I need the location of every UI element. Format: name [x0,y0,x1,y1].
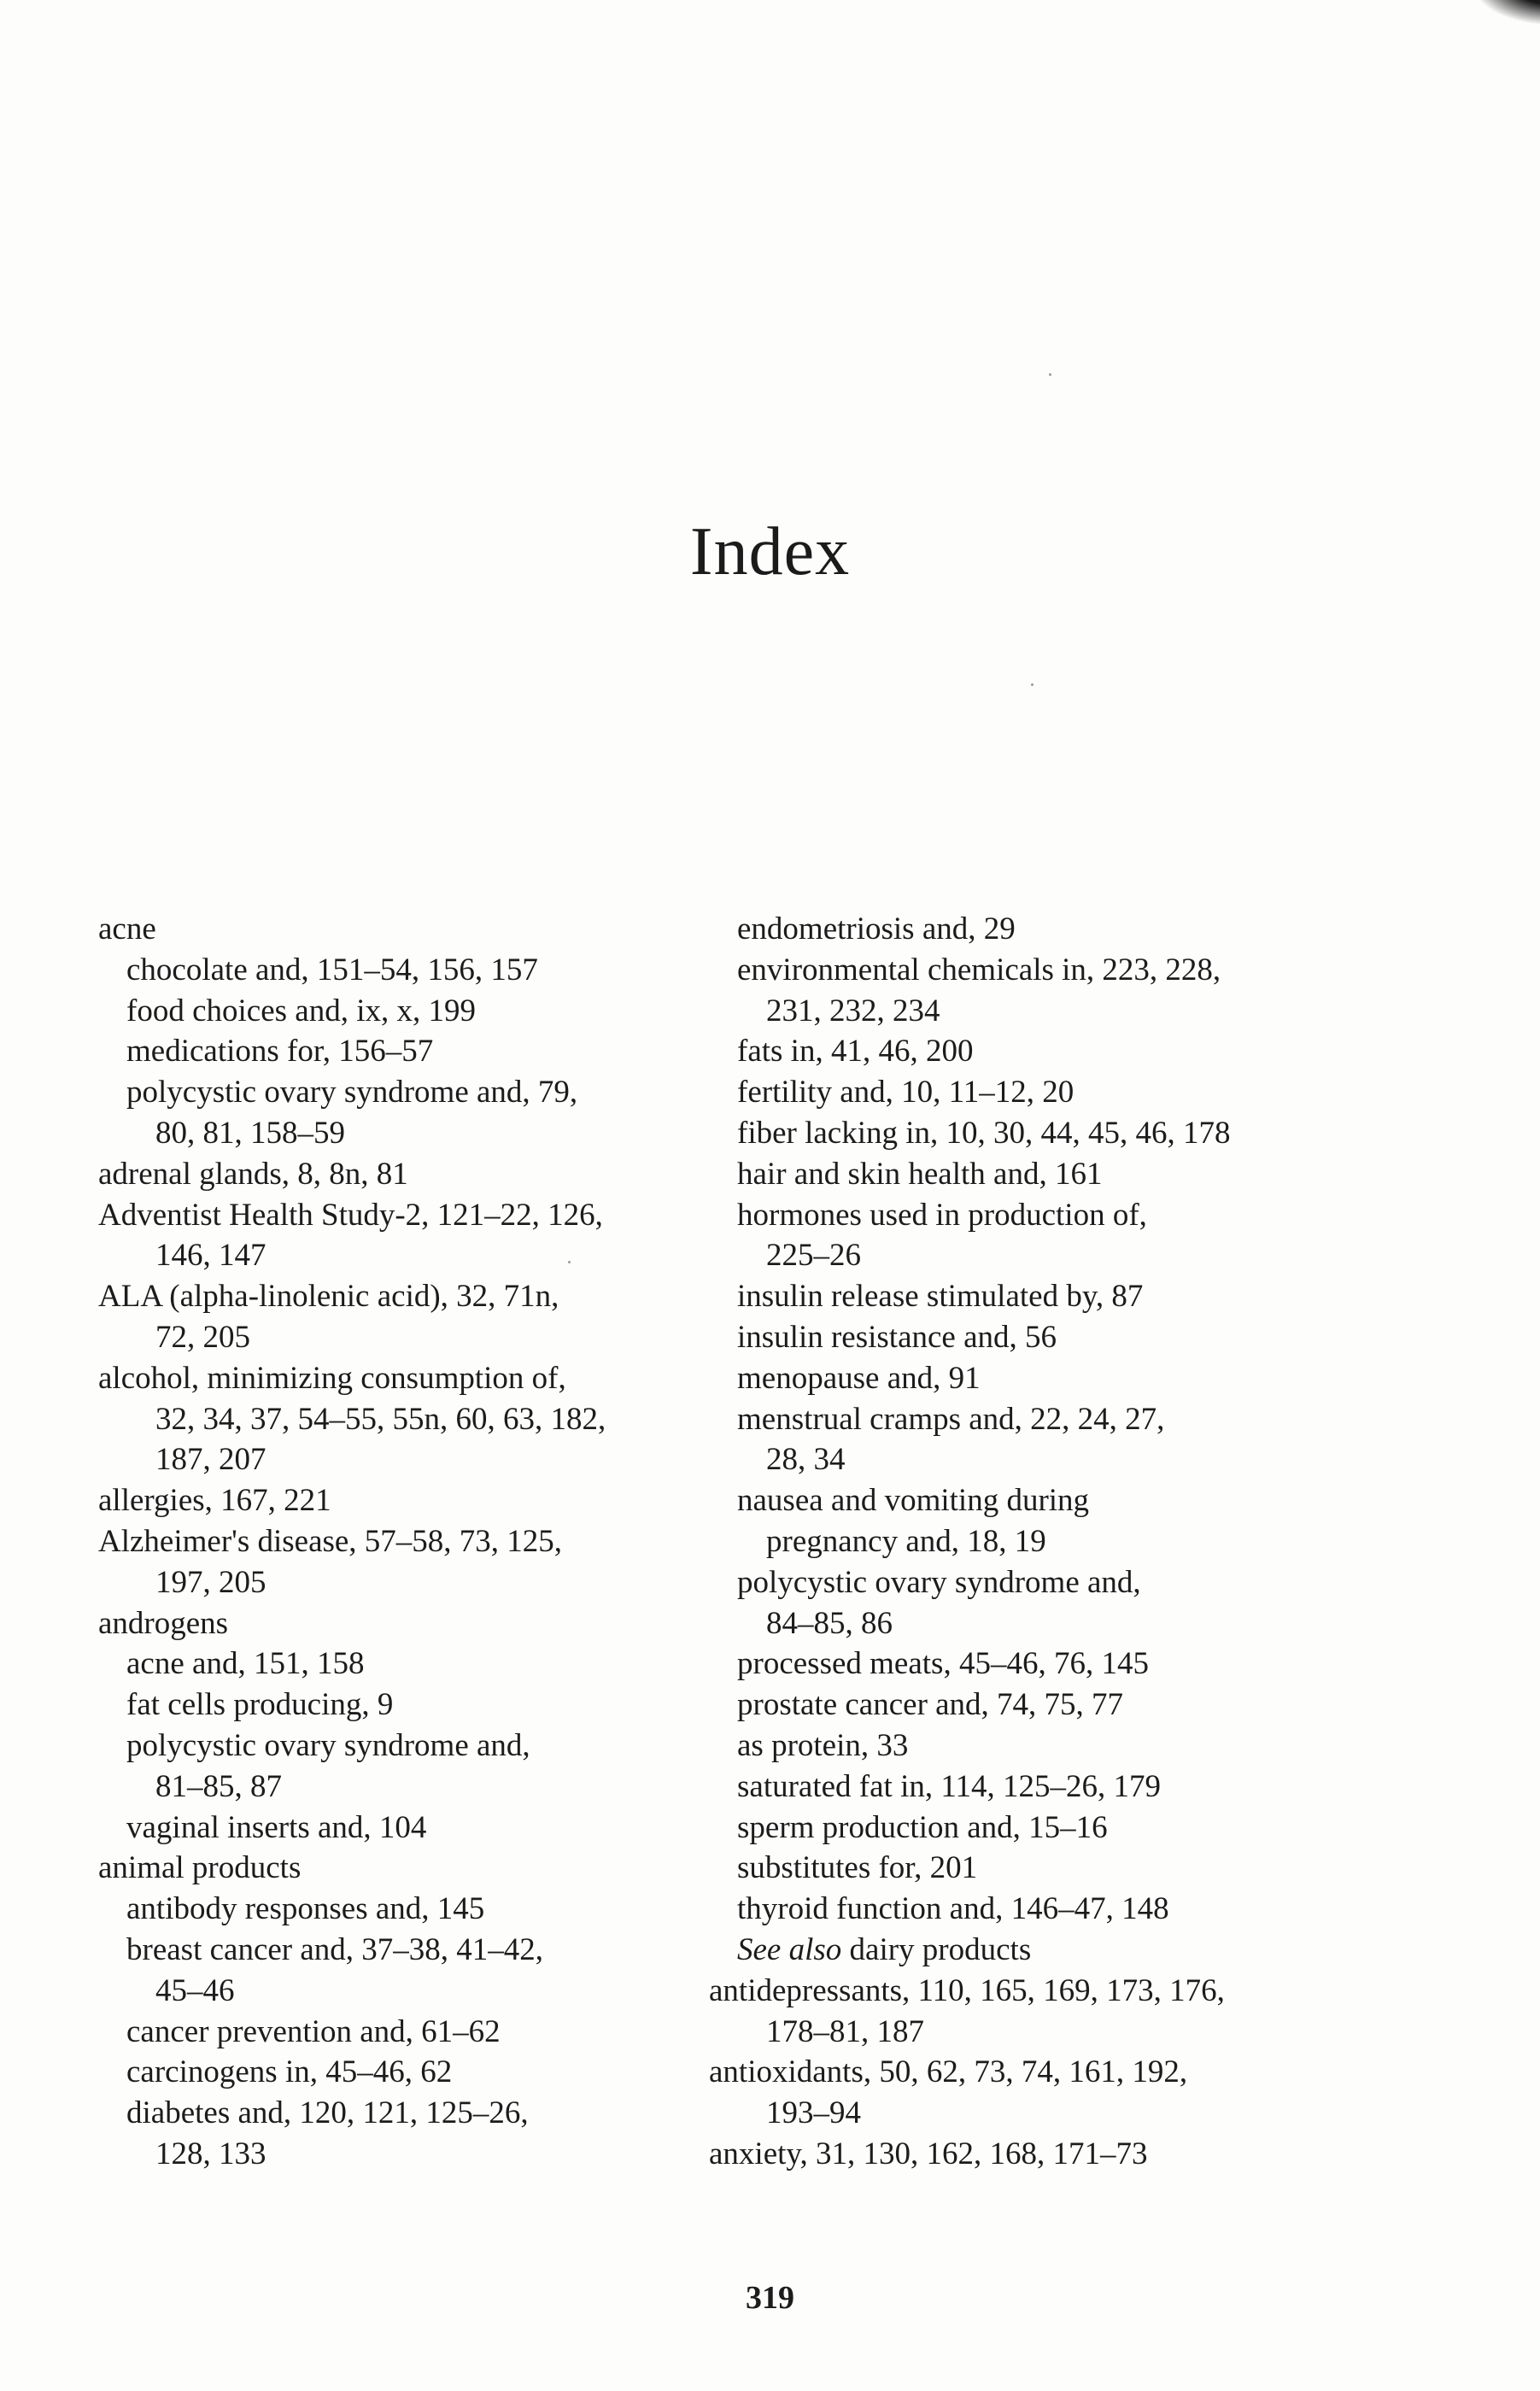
page-corner-shadow [1472,0,1540,26]
index-subentry [98,1562,696,1603]
index-entry-text: acne and, 151, 158 [126,1646,365,1682]
index-subentry [709,991,1307,1032]
index-entry-text: food choices and, ix, x, 199 [126,993,476,1028]
index-subentry [709,1031,1307,1072]
index-subentry [709,1195,1307,1236]
index-entry-text: polycystic ovary syndrome and, [126,1727,530,1763]
index-entry-text: 225–26 [766,1238,861,1274]
index-entry-text: Adventist Health Study-2, 121–22, 126, [98,1197,603,1233]
index-subentry [98,2134,696,2175]
index-entry-text: 28, 34 [766,1442,846,1478]
index-subentry [98,1317,696,1358]
index-entry [98,1276,696,1317]
index-subentry [709,1439,1307,1480]
index-entry-text: 72, 205 [155,1319,250,1355]
index-subentry [709,2093,1307,2134]
index-subentry [709,1072,1307,1113]
index-entry-text: processed meats, 45–46, 76, 145 [737,1646,1149,1682]
index-entry-text: medications for, 156–57 [126,1034,434,1070]
index-entry [98,1480,696,1521]
paper-speck [1031,683,1033,686]
index-entry-text: fertility and, 10, 11–12, 20 [737,1075,1074,1111]
index-entry-text: 128, 133 [155,2136,266,2171]
index-entry-text: nausea and vomiting during [737,1483,1090,1519]
index-entry-text: 197, 205 [155,1564,266,1600]
index-entry-text: dairy products [849,1931,1032,1967]
index-subentry [709,1235,1307,1276]
index-entry [98,1521,696,1562]
index-subentry [709,1562,1307,1603]
index-entry-text: 32, 34, 37, 54–55, 55n, 60, 63, 182, [155,1401,606,1437]
index-subentry [709,1480,1307,1521]
index-subentry [98,1889,696,1930]
index-entry-text: sperm production and, 15–16 [737,1809,1108,1845]
index-entry-text: alcohol, minimizing consumption of, [98,1360,566,1396]
index-entry-text: 146, 147 [155,1238,266,1274]
index-subentry [98,1726,696,1767]
index-subentry [709,1726,1307,1767]
index-entry-text: menstrual cramps and, 22, 24, 27, [737,1401,1165,1437]
index-subentry [709,1276,1307,1317]
index-entry [709,1971,1307,2012]
index-entry-text: animal products [98,1850,302,1886]
index-entry-text: diabetes and, 120, 121, 125–26, [126,2095,529,2131]
index-entry-text: 178–81, 187 [766,2013,924,2049]
index-entry-text: chocolate and, 151–54, 156, 157 [126,952,538,987]
index-entry-text: as protein, 33 [737,1727,909,1763]
index-entry-text: antidepressants, 110, 165, 169, 173, 176, [709,1972,1225,2008]
index-entry-text: thyroid function and, 146–47, 148 [737,1891,1169,1927]
index-entry-text: 81–85, 87 [155,1768,282,1804]
index-subentry [98,1113,696,1154]
index-entry-text: 84–85, 86 [766,1605,893,1641]
index-subentry [709,1521,1307,1562]
index-subentry [98,1072,696,1113]
index-entry-text: 45–46 [155,1972,235,2008]
index-subentry [98,1399,696,1440]
index-subentry [98,1644,696,1685]
page-title: Index [689,514,851,589]
index-subentry [98,950,696,991]
index-entry-text: adrenal glands, 8, 8n, 81 [98,1156,408,1192]
index-entry [709,2134,1307,2175]
index-entry [98,1603,696,1644]
index-subentry [98,1439,696,1480]
index-entry-text: polycystic ovary syndrome and, [737,1564,1141,1600]
paper-speck [568,1261,571,1263]
index-subentry [98,1767,696,1808]
index-subentry [709,2012,1307,2053]
index-entry-text: 193–94 [766,2095,861,2131]
index-entry-text: vaginal inserts and, 104 [126,1809,427,1845]
index-subentry [709,909,1307,950]
index-entry-text: acne [98,911,156,946]
index-subentry [98,1808,696,1849]
index-subentry [709,1154,1307,1195]
index-subentry [709,1317,1307,1358]
index-entry-text: hormones used in production of, [737,1197,1147,1233]
index-column-left [98,909,696,2175]
index-entry [709,2052,1307,2093]
index-entry-text: 187, 207 [155,1442,266,1478]
paper-speck [1049,373,1051,376]
index-entry-text: Alzheimer's disease, 57–58, 73, 125, [98,1523,563,1559]
index-column-right [709,909,1307,2175]
index-subentry [98,1031,696,1072]
index-entry-text: endometriosis and, 29 [737,911,1016,946]
index-entry-text: saturated fat in, 114, 125–26, 179 [737,1768,1161,1804]
index-entry-text: environmental chemicals in, 223, 228, [737,952,1221,987]
index-entry-text: 231, 232, 234 [766,993,940,1028]
index-entry-text: fiber lacking in, 10, 30, 44, 45, 46, 178 [737,1115,1231,1151]
index-subentry [709,1603,1307,1644]
index-subentry [709,950,1307,991]
index-entry-text: ALA (alpha-linolenic acid), 32, 71n, [98,1279,559,1315]
index-entry-text: antibody responses and, 145 [126,1891,485,1927]
index-entry [98,1358,696,1399]
index-subentry [709,1767,1307,1808]
index-subentry [709,1848,1307,1889]
index-entry [98,1848,696,1889]
index-entry-text: pregnancy and, 18, 19 [766,1523,1046,1559]
index-entry-text: antioxidants, 50, 62, 73, 74, 161, 192, [709,2054,1188,2090]
index-subentry [98,1685,696,1726]
page-number: 319 [746,2280,794,2316]
index-entry-text: carcinogens in, 45–46, 62 [126,2054,453,2090]
index-subentry [709,1808,1307,1849]
index-entry-text: allergies, 167, 221 [98,1483,331,1519]
index-entry-text: menopause and, 91 [737,1360,981,1396]
index-subentry [98,1235,696,1276]
index-subentry [709,1113,1307,1154]
index-entry-text: anxiety, 31, 130, 162, 168, 171–73 [709,2136,1148,2171]
index-entry-text: hair and skin health and, 161 [737,1156,1103,1192]
index-subentry [98,1930,696,1971]
index-entry-text: fats in, 41, 46, 200 [737,1034,974,1070]
index-entry-text: breast cancer and, 37–38, 41–42, [126,1931,544,1967]
index-subentry [709,1644,1307,1685]
index-entry-text: androgens [98,1605,229,1641]
index-entry-text: insulin resistance and, 56 [737,1319,1057,1355]
index-entry-text: 80, 81, 158–59 [155,1115,345,1151]
see-also-label: See also [737,1931,850,1967]
index-subentry [98,2093,696,2134]
index-subentry [98,1971,696,2012]
index-entry-text: polycystic ovary syndrome and, 79, [126,1075,578,1111]
index-subentry [709,1930,1307,1971]
index-entry-text: prostate cancer and, 74, 75, 77 [737,1687,1124,1723]
index-entry-text: cancer prevention and, 61–62 [126,2013,501,2049]
index-subentry [98,991,696,1032]
index-subentry [709,1685,1307,1726]
index-subentry [709,1358,1307,1399]
index-subentry [709,1399,1307,1440]
index-entry [98,909,696,950]
index-entry [98,1195,696,1236]
index-entry-text: insulin release stimulated by, 87 [737,1279,1144,1315]
index-entry-text: substitutes for, 201 [737,1850,978,1886]
index-entry-text: fat cells producing, 9 [126,1687,394,1723]
index-entry [98,1154,696,1195]
index-subentry [98,2052,696,2093]
index-subentry [709,1889,1307,1930]
index-subentry [98,2012,696,2053]
